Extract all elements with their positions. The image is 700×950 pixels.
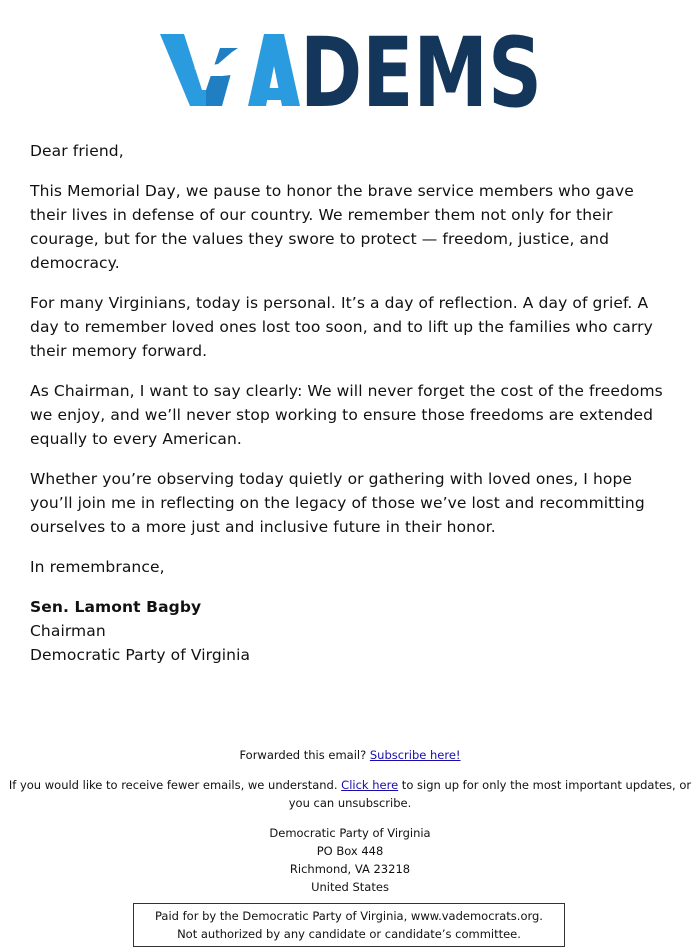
letter-body xyxy=(30,139,670,667)
signer-title: Chairman xyxy=(30,622,106,640)
subscribe-link[interactable]: Subscribe here! xyxy=(369,748,461,762)
address-org: Democratic Party of Virginia xyxy=(269,826,431,840)
address-city: Richmond, VA 23218 xyxy=(289,862,411,876)
email-footer xyxy=(0,746,700,896)
paragraph-1: This Memorial Day, we pause to honor the brave service members who gave their lives in defense of our country. We remember them not only for their courage, but for the values they swore to protect — freedom, justice, and democracy. xyxy=(30,182,634,272)
signer-org: Democratic Party of Virginia xyxy=(30,646,251,664)
paid-for-disclaimer xyxy=(133,903,565,947)
closing: In remembrance, xyxy=(30,558,165,576)
paid-for-line-1: Paid for by the Democratic Party of Virginia, www.vademocrats.org. xyxy=(155,909,543,923)
address-box: PO Box 448 xyxy=(316,844,384,858)
paid-for-line-2: Not authorized by any candidate or candidate’s committee. xyxy=(177,927,521,941)
forwarded-line: Forwarded this email? Subscribe here! xyxy=(239,748,461,762)
address-country: United States xyxy=(311,880,389,894)
paragraph-3: As Chairman, I want to say clearly: We will never forget the cost of the freedoms we enjoy, and we’ll never stop working to ensure those freedoms are extended equally to every American. xyxy=(30,382,663,448)
greeting: Dear friend, xyxy=(30,142,124,160)
fewer-emails-line: If you would like to receive fewer emails, we understand. Click here to sign up for only the most important updates, or you can unsubscribe. xyxy=(8,778,692,810)
vadems-logo xyxy=(160,17,542,129)
paragraph-2: For many Virginians, today is personal. It’s a day of reflection. A day of grief. A day to remember loved ones lost too soon, and to lift up the families who carry their memory forward. xyxy=(30,294,653,360)
click-here-link[interactable]: Click here xyxy=(341,778,399,792)
signature-block xyxy=(30,595,670,667)
logo-dems-text: DEMS xyxy=(300,17,542,129)
mailing-address xyxy=(0,824,700,896)
paragraph-4: Whether you’re observing today quietly or gathering with loved ones, I hope you’ll join me in reflecting on the legacy of those we’ve lost and recommitting ourselves to a more just and inclusive future in their honor. xyxy=(30,470,645,536)
signer-name: Sen. Lamont Bagby xyxy=(30,598,202,616)
